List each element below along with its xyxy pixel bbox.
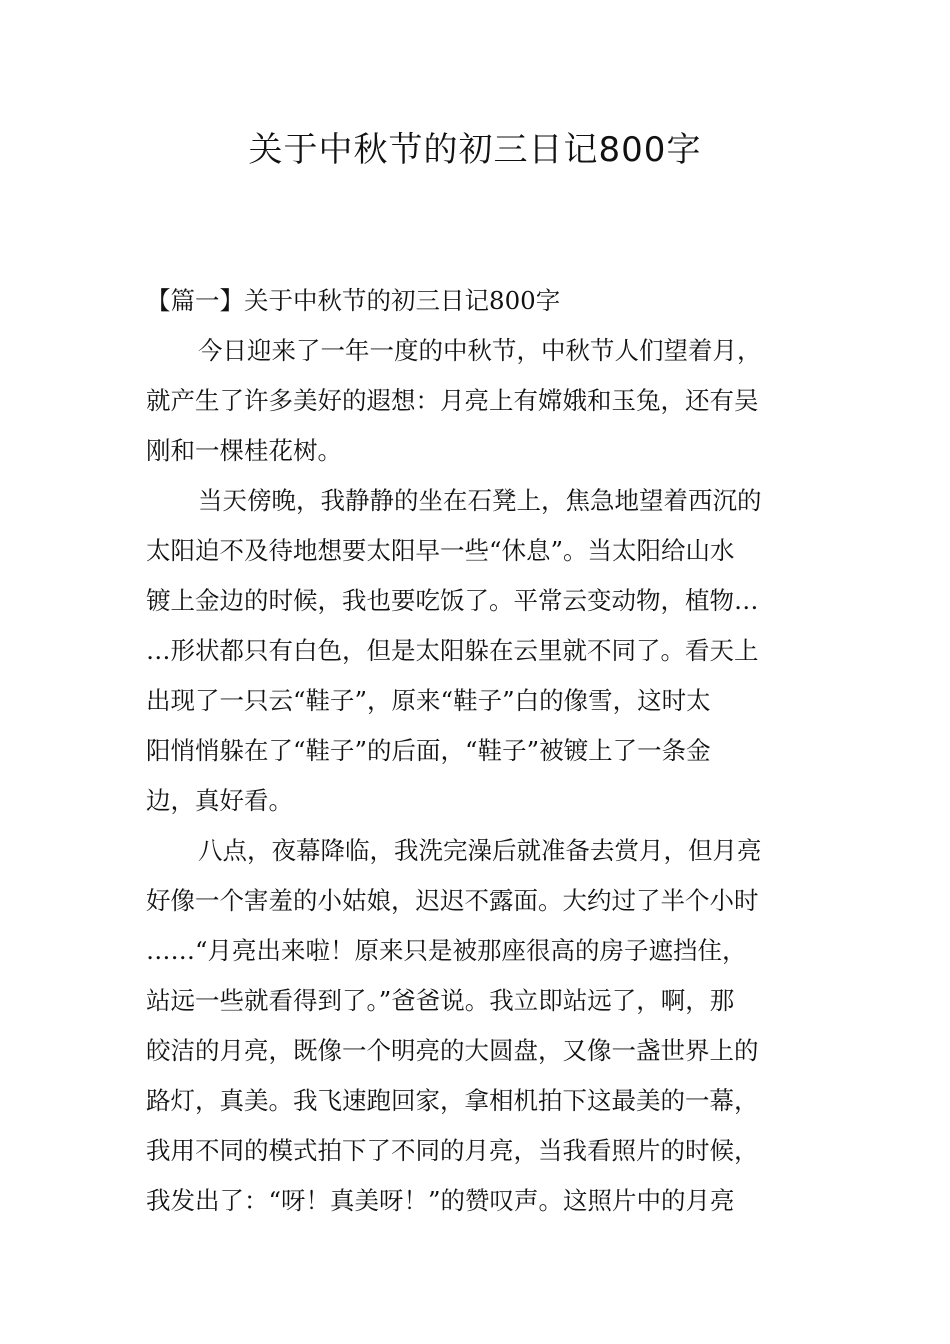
paragraph-3-line-3: ……“月亮出来啦！原来只是被那座很高的房子遮挡住， xyxy=(146,936,747,965)
paragraph-2-line-3: 镀上金边的时候，我也要吃饭了。平常云变动物，植物… xyxy=(146,586,759,615)
paragraph-2-line-5: 出现了一只云“鞋子”，原来“鞋子”白的像雪，这时太 xyxy=(146,686,711,715)
paragraph-3-line-1: 八点，夜幕降临，我洗完澡后就准备去赏月，但月亮 xyxy=(198,836,762,865)
paragraph-2-line-7: 边，真好看。 xyxy=(146,786,293,815)
paragraph-3-line-8: 我发出了：“呀！真美呀！”的赞叹声。这照片中的月亮 xyxy=(146,1186,735,1215)
paragraph-1-line-1: 今日迎来了一年一度的中秋节，中秋节人们望着月， xyxy=(198,336,762,365)
document-title: 关于中秋节的初三日记800字 xyxy=(248,130,702,170)
paragraph-3-line-4: 站远一些就看得到了。”爸爸说。我立即站远了，啊，那 xyxy=(146,986,735,1015)
paragraph-2-line-1: 当天傍晚，我静静的坐在石凳上，焦急地望着西沉的 xyxy=(198,486,762,515)
paragraph-2-line-4: …形状都只有白色，但是太阳躲在云里就不同了。看天上 xyxy=(146,636,759,665)
document-body xyxy=(146,276,806,1226)
paragraph-3-line-5: 皎洁的月亮，既像一个明亮的大圆盘，又像一盏世界上的 xyxy=(146,1036,759,1065)
paragraph-3-line-7: 我用不同的模式拍下了不同的月亮，当我看照片的时候， xyxy=(146,1136,759,1165)
paragraph-1-line-2: 就产生了许多美好的遐想：月亮上有嫦娥和玉兔，还有吴 xyxy=(146,386,759,415)
paragraph-2-line-6: 阳悄悄躲在了“鞋子”的后面，“鞋子”被镀上了一条金 xyxy=(146,736,711,765)
paragraph-1-line-3: 刚和一棵桂花树。 xyxy=(146,436,342,465)
section-heading: 【篇一】关于中秋节的初三日记800字 xyxy=(146,286,561,315)
paragraph-2-line-2: 太阳迫不及待地想要太阳早一些“休息”。当太阳给山水 xyxy=(146,536,735,565)
paragraph-3-line-6: 路灯，真美。我飞速跑回家，拿相机拍下这最美的一幕， xyxy=(146,1086,759,1115)
paragraph-3-line-2: 好像一个害羞的小姑娘，迟迟不露面。大约过了半个小时 xyxy=(146,886,759,915)
